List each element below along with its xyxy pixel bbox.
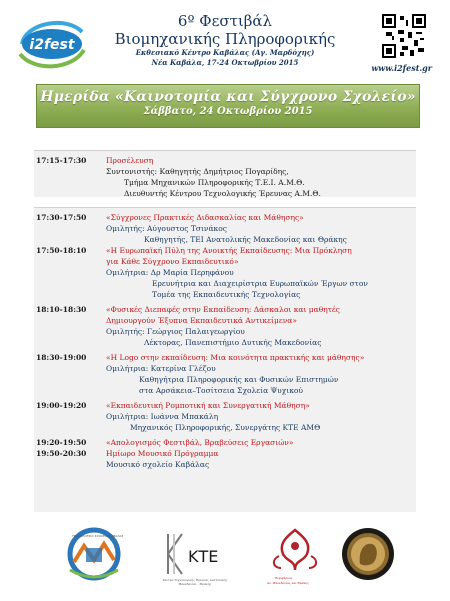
session-time: 19:50-20:30: [36, 449, 87, 458]
speaker-affiliation: στα Αρσάκεια–Τοσίτσεια Σχολεία Ψυχικού: [139, 386, 303, 395]
session-time: 18:30-19:00: [36, 353, 87, 362]
session-speaker: Ομιλήτρια: Ιωάννα Μπακάλη: [106, 412, 219, 421]
session-title: «Φυσικές Διεπαφές στην Εκπαίδευση: Δάσκαλοι και μαθητές: [106, 305, 340, 314]
session-title: «Η Ευρωπαϊκή Πύλη της Ανοικτής Εκπαίδευσης: Μια Πρόκληση: [106, 246, 352, 255]
logo-caption: Αν. Μακεδονίας και Θράκης: [267, 581, 310, 585]
festival-subtitle: Βιομηχανικής Πληροφορικής: [114, 30, 336, 48]
opening-block: [34, 150, 416, 197]
session-time: 19:20-19:50: [36, 438, 87, 447]
schedule-row: [34, 245, 416, 256]
speaker-affiliation: Μηχανικός Πληροφορικής, Συνεργάτης ΚΤΕ ΑΜΘ: [130, 423, 321, 432]
session-speaker: Ομιλητής: Γεώργιος Παλαιγεωργίου: [106, 327, 245, 336]
session-title: Προσέλευση: [106, 156, 154, 165]
session-title: «Σύγχρονες Πρακτικές Διδασκαλίας και Μάθησης»: [106, 213, 304, 222]
session-title: «Η Logo στην εκπαίδευση: Μια κοινότητα πρακτικής και μάθησης»: [106, 353, 365, 362]
logo-caption: Περιφέρεια: [275, 576, 292, 580]
session-title: Ημίωρο Μουσικό Πρόγραμμα: [106, 449, 219, 458]
location-dates: Νέα Καβάλα, 17-24 Οκτωβρίου 2015: [151, 58, 299, 67]
session-time: 19:00-19:20: [36, 401, 87, 410]
session-speaker: Ομιλητής: Αύγουστος Τσινάκος: [106, 224, 227, 233]
session-speaker: Ομιλήτρια: Δρ Μαρία Περηφάνου: [106, 268, 234, 277]
logo-text: i2fest: [29, 37, 75, 53]
region-logo: [265, 526, 325, 590]
website-link[interactable]: www.i2fest.gr: [371, 63, 432, 73]
coin-seal-logo: [340, 526, 396, 586]
kte-logo: [160, 526, 230, 586]
schedule-row: [34, 437, 416, 448]
coordinator-line: Συντονιστής: Καθηγητής Δημήτριος Πογαρίδης,: [106, 167, 289, 176]
speaker-affiliation: Καθηγητής, ΤΕΙ Ανατολικής Μακεδονίας και Θράκης: [144, 235, 347, 244]
venue-text: Εκθεσιακό Κέντρο Καβάλας (Αγ. Μαρδόχης): [135, 48, 315, 57]
schedule-row: [34, 352, 416, 363]
session-time: 17:15-17:30: [36, 156, 87, 165]
qr-code-icon: [382, 14, 426, 58]
festival-title: 6º Φεστιβάλ: [177, 12, 273, 30]
event-banner: [36, 84, 420, 128]
schedule-row: [34, 212, 416, 223]
session-title-cont: Δημιουργούν Έξυπνα Εκπαιδευτικά Αντικείμενα»: [106, 316, 297, 325]
coordinator-affiliation: Τμήμα Μηχανικών Πληροφορικής Τ.Ε.Ι. Α.Μ.Θ.: [124, 178, 305, 187]
session-title: «Απολογισμός Φεστιβάλ, Βραβεύσεις Εργασιών»: [106, 438, 294, 447]
festival-header: [95, 12, 355, 68]
schedule-row: [34, 448, 416, 459]
session-time: 17:50-18:10: [36, 246, 87, 255]
event-date: Σάββατο, 24 Οκτωβρίου 2015: [143, 106, 313, 117]
kte-text: ΚΤΕ: [188, 547, 219, 566]
schedule: [34, 150, 416, 512]
session-time: 18:10-18:30: [36, 305, 87, 314]
session-speaker: Ομιλήτρια: Κατερίνα Γλέζου: [106, 364, 216, 373]
logo-caption: Κέντρο Τεχνολογικής Έρευνας Ανατολικής Μακεδονίας - Θράκης: [162, 578, 228, 586]
session-time: 17:30-17:50: [36, 213, 87, 222]
speaker-affiliation: Καθηγήτρια Πληροφορικής και Φυσικών Επιστημών: [139, 375, 339, 384]
speaker-affiliation: Τομέα της Εκπαιδευτικής Τεχνολογίας: [152, 290, 301, 299]
schedule-row: [34, 400, 416, 411]
schedule-row: [34, 304, 416, 315]
speaker-affiliation: Ερευνήτρια και Διαχειρίστρια Ευρωπαϊκών Έργων στον: [152, 279, 368, 288]
speaker-affiliation: Λέκτορας, Πανεπιστήμιο Δυτικής Μακεδονίας: [144, 338, 322, 347]
session-subtitle: Μουσικό σχολείο Καβάλας: [106, 460, 210, 469]
schedule-row: [34, 155, 416, 166]
tech-school-logo: [60, 526, 128, 586]
event-title: Ημερίδα «Καινοτομία και Σύγχρονο Σχολείο»: [40, 89, 416, 105]
session-title-cont: για Κάθε Σύγχρονο Εκπαιδευτικό»: [106, 257, 239, 266]
session-title: «Εκπαιδευτική Ρομποτική και Συνεργατική Μάθηση»: [106, 401, 310, 410]
sessions-block: [34, 207, 416, 512]
sponsor-logos: [50, 526, 410, 590]
i2fest-logo: [16, 14, 88, 74]
logo-caption: ΤΕΧΝΟΛΟΓΙΚΟ ΣΧΟΛΕΙΟ ΚΑΒΑΛΑΣ: [72, 534, 124, 538]
coordinator-role: Διευθυντής Κέντρου Τεχνολογικής Έρευνας Α.Μ.Θ.: [124, 189, 321, 198]
